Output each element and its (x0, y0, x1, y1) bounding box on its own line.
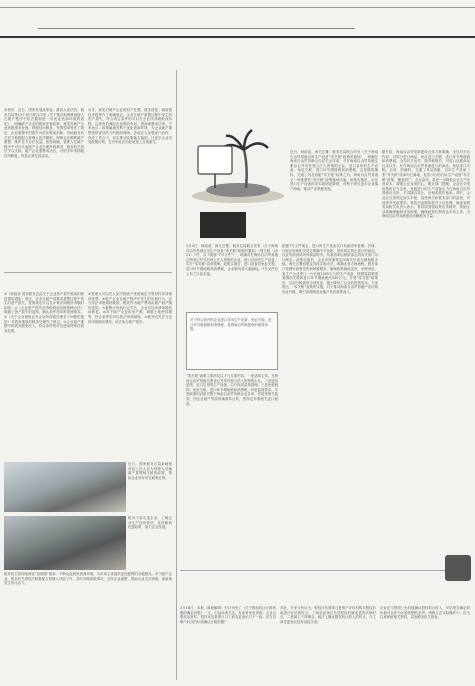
header-rule (38, 28, 355, 29)
palm-trunk (244, 150, 247, 188)
photo-1-caption: 近日，国家税务总局某地税务局工作人员为纳税人讲解破产重整相关税收政策，帮助企业用好用足政策红利。 (128, 462, 172, 480)
feature-quote-box: 对于符合条件的企业进口自用生产设备，免征关税、进口环节增值税和消费税，是海南自贸港建设的重要举措。 (186, 312, 278, 370)
left-bottom-text: 税务机关将持续深化“放管服”改革，不断优化税收营商环境，为市场主体提供更加便利的办税服务。对于破产企业，税务机关将依法积极配合管理人开展工作，及时办理涉税事项，支持企业重整，帮助企业走出困境，重新焕发生机与活力。 (4, 572, 172, 586)
feature-body-2: “零关税”政策主要涉及以下几方面内容。一是适用主体。在海南自由贸易港注册登记并具有独立法人资格的企业。二是适用范围。进口自用的生产设备，实行负面清单管理。三是免税税种。免征关税、进口环节增值税和消费税。四是监管要求。享受政策的设备仅限于海南自由贸易港企业自用，并接受海关监管。因企业破产等原因确需转让的，按规定补缴相关进口税款。 (186, 374, 278, 406)
bottom-body-1: 2月18日，本报《财税解码》栏目刊发了《关于股权转让计税依据的确定问题》一文，引起读者关注。有读者来电咨询：企业以股权出资时，股权评估基准日与工商变更登记日不一致，应当以哪个时点的价值确认计税依据？ (180, 606, 276, 624)
bottom-body-2: 对此，专家分析认为，股权评估基准日是资产评估机构对股权价值进行评估的时点，工商变更登记日是股权权属变更的法律时点，二者属于不同概念。税法上确认股权转让收入的时点，与工商变更登记没有直接关系。 (280, 606, 376, 624)
bottom-body-3: 企业应当按照公允价值确认股权转让收入，评估报告确定的价值可以作为计税依据的参考。纳税人在实际操作中，应当注意保留相关资料，以备税务机关核查。 (380, 606, 470, 620)
feature-body-1: 3月4日，财政部、海关总署、税务总局联合发布《关于海南自由贸易港自用生产设备“零关税”政策的通知》（财关税〔2021〕7号，以下简称“7号文件”），明确对在海南自由贸易港注册登记并具有独立法人资格的企业，进口自用的生产设备，实行“零关税”清单管理。政策实施后，进口设备将免征关税、进口环节增值税和消费税，企业税负将大幅减轻。7号文件自公布之日起实施。 (186, 244, 278, 276)
column-rule (176, 70, 177, 680)
left-article-body-2: 另外，意见对破产企业的财产处置、债务清偿、税收债权申报等作了明确规定。企业在破产重整过程中发生的资产损失，符合规定条件的可以在企业所得税税前扣除。这将有效减轻企业税收负担，提高重整成功率。专家表示，政策落地有利于优化营商环境，为企业破产重整提供更加有力的税收保障。各地应当加强部门协作，形成工作合力，切实推动政策落实落细，让更多企业享受政策红利，在市场化法治化轨道上实现重生。 (88, 108, 172, 145)
left-sub-body-1: ①《财政部 国家税务总局关于企业资产损失税前扣除政策的通知》规定，企业在破产清算或重整过程中发生的资产损失，按照规定可以在计算应纳税所得额时扣除。②《企业资产损失所得税税前扣除管理办法》明确了资产损失的范围、确认条件和申报管理要求。③《关于企业重组业务企业所得税处理若干问题的通知》对债务重组的税务处理作了规定。④企业破产重整中的债务豁免收入，符合条件的可以适用特殊性税务处理。 (4, 292, 84, 333)
left-article-header (4, 72, 172, 74)
page-header (0, 8, 475, 38)
island-illustration (186, 116, 290, 206)
zero-tariff-sign (198, 146, 232, 174)
news-photo-2 (4, 516, 126, 570)
bottom-divider (180, 570, 470, 571)
corner-badge (445, 555, 471, 581)
left-divider (4, 272, 172, 273)
highlight-badge (200, 212, 246, 238)
feature-body-4: 据介绍，海南自由贸易港建设总体方案明确，全岛封关运作前，对部分进口商品，免征进口关税、进口环节增值税和消费税。全岛封关运作、简并税制后，对进口征税商品目录以外、允许海南自由贸易港进口的商品，免征进口关税。目前，原辅料、交通工具及游艇、自用生产设备三张“零关税”清单均已落地。此次出台的自用生产设备“零关税”政策，覆盖面广、含金量高，将进一步降低企业生产经营成本，增强企业发展信心。税务部门提醒，企业在享受政策时应当注意，免税进口的生产设备应当在海南自由贸易港内自用，不得擅自转让、出租或移作他用。同时，企业应当按规定如实申报，接受海关和税务部门的监管。对违规享受政策的，将依法追缴税款并予以处理。海南省税务局相关负责人表示，将持续加强政策宣传辅导，帮助企业准确理解和适用政策，确保政策红利直达市场主体，为海南自由贸易港建设贡献税务力量。 (382, 150, 470, 219)
left-sub-body-2: ⑤管理人可以凭人民法院破产受理裁定书等材料申请领用发票。⑥破产企业在破产程序中发生的应税行为，应当依法申报缴纳税款，税款作为破产费用由破产财产随时清偿。⑦重整计划执行完毕后，企业可以申请纳税信用修复。⑧对于破产企业的房产税、城镇土地使用税等，符合条件的可以依法申请减免。⑨税务机关应当及时申报税收债权，依法参与破产程序。 (88, 292, 172, 324)
feature-body-top-right: 近日，财政部、海关总署、税务总局联合印发《关于海南自由贸易港自用生产设备“零关税”政策的通知》，明确在海南自由贸易港全岛封关运作前，对在海南自由贸易港注册登记并具有独立法人资格的企业，进口自用的生产设备，免征关税、进口环节增值税和消费税。这是继原辅料、交通工具及游艇“零关税”政策之后，海南自由贸易港又一项重要的“零关税”政策落地实施。政策实施后，企业进口生产设备的成本将明显降低，有利于吸引更多企业落户海南，推动产业集聚发展。 (290, 150, 378, 191)
photo-2-caption: 税务干部走进企业，了解企业生产经营情况，宣传税收优惠政策，助力企业发展。 (128, 516, 172, 530)
masthead-strip (0, 0, 475, 8)
left-article-body-1: 本报讯 近日，国家发展改革委、最高人民法院、税务总局等13个部门联合印发《关于推动和保障管理人在破产程序中依法履职进一步优化营商环境的意见》，明确破产企业的税收征管政策。意见对破产企业涉税事务处理、纳税信用修复、发票领用等作了规定，企业重整中的损失可依法税前扣除。各地税务机关应当积极配合管理人依法履职，保障企业顺利破产重整，维护各方合法权益。意见明确，管理人在破产程序中可以代表破产企业办理涉税事项，税务机关依法予以支持。破产企业重整成功后，可依法申请纳税信用修复，恢复正常经营活动。 (4, 108, 84, 158)
feature-body-3: 根据7号文件规定，进口的生产设备实行负面清单管理。法律、行政法规和相关规定明确不予免税、国家规定禁止进口的商品，以及负面清单所列商品除外。负面清单由财政部会同有关部门另行制定。政策实施后，企业可按照规定向海关申请办理免税手续。海关总署将制定具体实施办法，明确业务办理流程。税务部门将做好政策宣传和纳税服务，确保政策落地见效。举例来说，某生产企业进口一台价值1000万元的生产设备，按照原政策需要缴纳关税和进口环节增值税约200万元，享受“零关税”政策后，这部分税款将全部免征，极大降低了企业的投资成本。专家指出，“零关税”政策的实施，对于推动海南自由贸易港产业结构优化升级、吸引高端制造业落户具有重要意义。 (282, 244, 378, 294)
news-photo-1 (4, 462, 126, 512)
